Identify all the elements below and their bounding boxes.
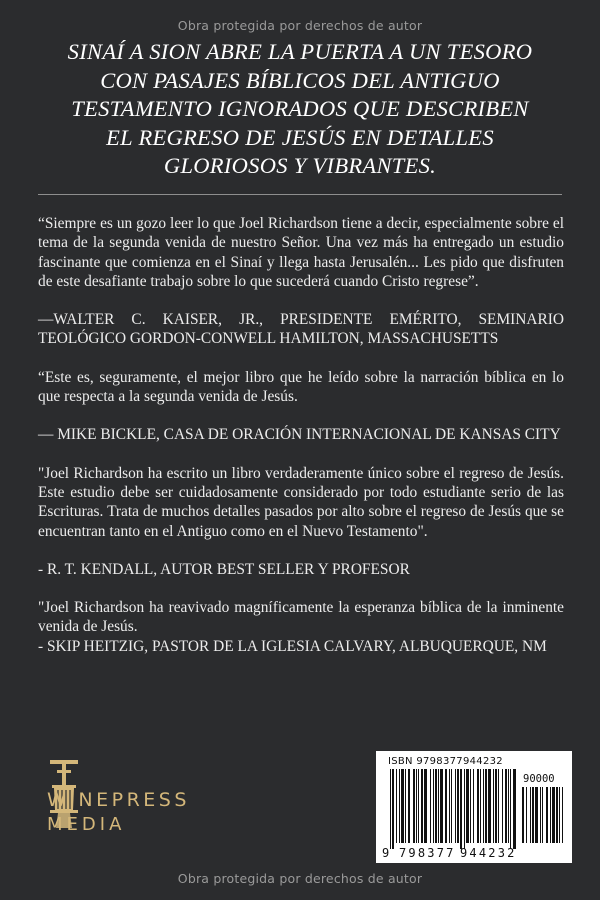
barcode-bar (421, 769, 423, 843)
endorsement-author: — MIKE BICKLE, CASA DE ORACIÓN INTERNACIONAL DE KANSAS CITY (38, 426, 561, 444)
headline-line: SINAÍ A SION ABRE LA PUERTA A UN TESORO (67, 39, 533, 64)
endorsement-quote: "Joel Richardson ha reavivado magníficamente la esperanza bíblica de la inminente venida de Jesús. (38, 599, 564, 636)
barcode-bar (473, 769, 474, 843)
barcode-bar (526, 787, 527, 843)
barcode-bar (550, 787, 551, 843)
barcode-bar (498, 769, 499, 843)
barcode-bar (535, 787, 538, 843)
barcode-bar (552, 787, 555, 843)
isbn-label: ISBN 9798377944232 (388, 756, 503, 767)
barcode-bar (562, 787, 563, 843)
headline-line: EL REGRESO DE JESÚS EN DETALLES (106, 124, 494, 150)
barcode-bar (440, 769, 443, 843)
barcode-bar (559, 787, 560, 843)
barcode-bar (413, 769, 415, 843)
barcode-bar (470, 769, 471, 843)
barcode-bar (416, 769, 417, 843)
barcode-bar (401, 769, 404, 843)
barcode-bar (390, 769, 391, 849)
endorsements (38, 214, 564, 656)
barcode-bar (546, 787, 548, 843)
barcode-bar (405, 769, 406, 843)
endorsement-author: —WALTER C. KAISER, JR., PRESIDENTE EMÉRITO, SEMINARIO TEOLÓGICO GORDON-CONWELL HAMILTON, MASSACHUSETTS (38, 311, 564, 348)
barcode-bar (445, 769, 447, 843)
barcode-bar (505, 769, 507, 843)
copyright-watermark-top: Obra protegida por derechos de autor (177, 18, 423, 33)
publisher-name: WINEPRESS (47, 789, 190, 811)
back-cover-headline (30, 38, 570, 181)
barcode-bar (510, 769, 511, 849)
barcode-bar (530, 787, 531, 843)
publisher-subname: MEDIA (47, 814, 126, 835)
barcode-bar (556, 787, 558, 843)
barcode-bar (433, 769, 434, 843)
barcode-bar (493, 769, 494, 843)
endorsement-author: - R. T. KENDALL, AUTOR BEST SELLER Y PROFESOR (38, 560, 410, 578)
barcode-left-digits: 798377 (399, 846, 456, 860)
isbn-barcode (376, 751, 572, 863)
barcode-bar (449, 769, 450, 843)
barcode-bar (464, 769, 465, 849)
barcode-bar (430, 769, 431, 843)
divider-rule (38, 194, 562, 195)
barcode-bar (396, 769, 397, 843)
endorsement-quote: “Siempre es un gozo leer lo que Joel Richardson tiene a decir, especialmente sobre el tema de la segunda venida de nuestro Señor. Una vez más ha entregado un estudio fascinante que comienza en el Sinaí y llega hasta Jerusalén... Les pido que disfruten de este desafiante trabajo sobre lo que sucederá cuando Cristo regrese”. (38, 215, 564, 290)
barcode-bar (438, 769, 439, 843)
barcode-bar (495, 769, 497, 843)
barcode-bar (483, 769, 484, 843)
barcode-bar (513, 769, 516, 849)
barcode-bar (508, 769, 509, 843)
barcode-bar (502, 769, 503, 843)
barcode-bar (392, 769, 394, 849)
headline-line: TESTAMENTO IGNORADOS QUE DESCRIBEN (71, 96, 529, 121)
barcode-bar (542, 787, 543, 843)
endorsement-quote: “Este es, seguramente, el mejor libro que he leído sobre la narración bíblica en lo que respecta a la segunda venida de Jesús. (38, 368, 564, 406)
barcode-bar (418, 769, 419, 843)
endorsement-author: - SKIP HEITZIG, PASTOR DE LA IGLESIA CALVARY, ALBUQUERQUE, NM (38, 637, 547, 655)
barcode-bar (522, 787, 524, 843)
barcode-right-digits: 944232 (460, 846, 517, 860)
headline-line: CON PASAJES BÍBLICOS DEL ANTIGUO (100, 67, 500, 93)
barcode-bar (408, 769, 410, 843)
barcode-bar (455, 769, 456, 843)
barcode-bar (466, 769, 469, 843)
copyright-watermark-bottom: Obra protegida por derechos de autor (177, 871, 423, 886)
barcode-bar (540, 787, 541, 843)
barcode-bar (532, 787, 534, 843)
barcode-bar (451, 769, 452, 843)
barcode-bar (480, 769, 481, 843)
barcode-bar (435, 769, 437, 843)
barcode-bar (424, 769, 427, 843)
barcode-bar (399, 769, 400, 843)
headline-line: GLORIOSOS Y VIBRANTES. (163, 153, 437, 178)
barcode-bar (485, 769, 487, 843)
price-code: 90000 (523, 773, 555, 785)
endorsement-quote: "Joel Richardson ha escrito un libro verdaderamente único sobre el regreso de Jesús. Este estudio debe ser cuidadosamente considerado por todo estudiante serio de las Escrituras. Trata de muchos detalles pasados por alto sobre el regreso de Jesús que se encuentran tanto en el Antiguo como en el Nuevo Testamento". (38, 464, 564, 540)
barcode-bar (488, 769, 491, 843)
barcode-bar (457, 769, 459, 843)
barcode-bar (460, 769, 462, 849)
barcode-first-digit: 9 (382, 846, 390, 860)
barcode-bar (477, 769, 479, 843)
